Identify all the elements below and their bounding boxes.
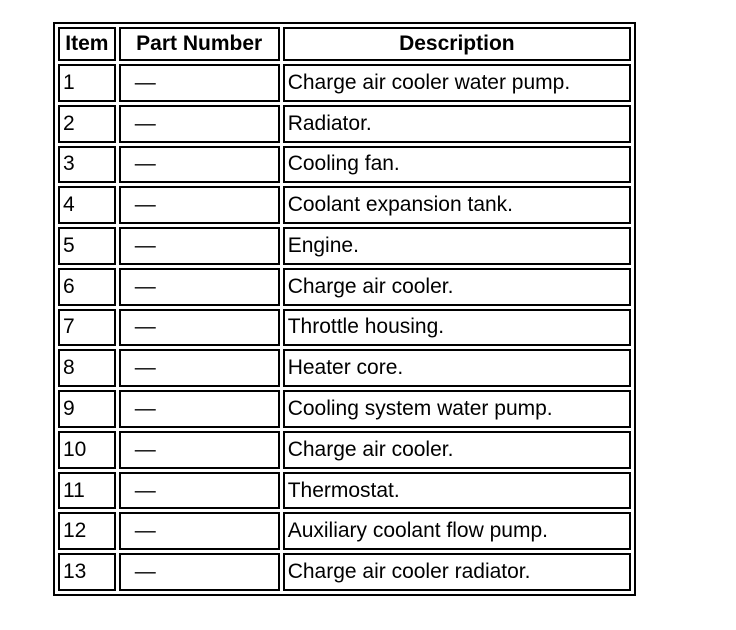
table-row: [58, 268, 631, 306]
description-cell: Heater core.: [283, 349, 631, 387]
item-cell: 2: [58, 105, 116, 143]
part-number-cell: —: [119, 553, 280, 591]
item-cell: 4: [58, 186, 116, 224]
item-cell: 13: [58, 553, 116, 591]
table-header-row: [58, 27, 631, 61]
part-number-cell: —: [119, 472, 280, 510]
description-cell: Cooling system water pump.: [283, 390, 631, 428]
part-number-cell: —: [119, 268, 280, 306]
description-cell: Charge air cooler.: [283, 268, 631, 306]
description-cell: Charge air cooler water pump.: [283, 64, 631, 102]
part-number-cell: —: [119, 227, 280, 265]
description-cell: Cooling fan.: [283, 146, 631, 184]
part-number-cell: —: [119, 309, 280, 347]
description-cell: Throttle housing.: [283, 309, 631, 347]
item-cell: 3: [58, 146, 116, 184]
table-row: [58, 186, 631, 224]
description-cell: Thermostat.: [283, 472, 631, 510]
table-row: [58, 553, 631, 591]
table-row: [58, 512, 631, 550]
table-row: [58, 309, 631, 347]
column-header-item: Item: [58, 27, 116, 61]
item-cell: 7: [58, 309, 116, 347]
item-cell: 10: [58, 431, 116, 469]
column-header-description: Description: [283, 27, 631, 61]
part-number-cell: —: [119, 186, 280, 224]
part-number-cell: —: [119, 390, 280, 428]
item-cell: 9: [58, 390, 116, 428]
item-cell: 1: [58, 64, 116, 102]
part-number-cell: —: [119, 512, 280, 550]
part-number-cell: —: [119, 431, 280, 469]
parts-table: [53, 22, 636, 596]
table-row: [58, 472, 631, 510]
part-number-cell: —: [119, 349, 280, 387]
item-cell: 12: [58, 512, 116, 550]
part-number-cell: —: [119, 105, 280, 143]
description-cell: Charge air cooler.: [283, 431, 631, 469]
part-number-cell: —: [119, 146, 280, 184]
description-cell: Auxiliary coolant flow pump.: [283, 512, 631, 550]
part-number-cell: —: [119, 64, 280, 102]
description-cell: Coolant expansion tank.: [283, 186, 631, 224]
description-cell: Charge air cooler radiator.: [283, 553, 631, 591]
description-cell: Radiator.: [283, 105, 631, 143]
table-row: [58, 349, 631, 387]
description-cell: Engine.: [283, 227, 631, 265]
table-row: [58, 146, 631, 184]
table-row: [58, 227, 631, 265]
table-row: [58, 105, 631, 143]
item-cell: 8: [58, 349, 116, 387]
table-row: [58, 64, 631, 102]
item-cell: 5: [58, 227, 116, 265]
table-row: [58, 390, 631, 428]
item-cell: 11: [58, 472, 116, 510]
table-row: [58, 431, 631, 469]
column-header-part-number: Part Number: [119, 27, 280, 61]
item-cell: 6: [58, 268, 116, 306]
